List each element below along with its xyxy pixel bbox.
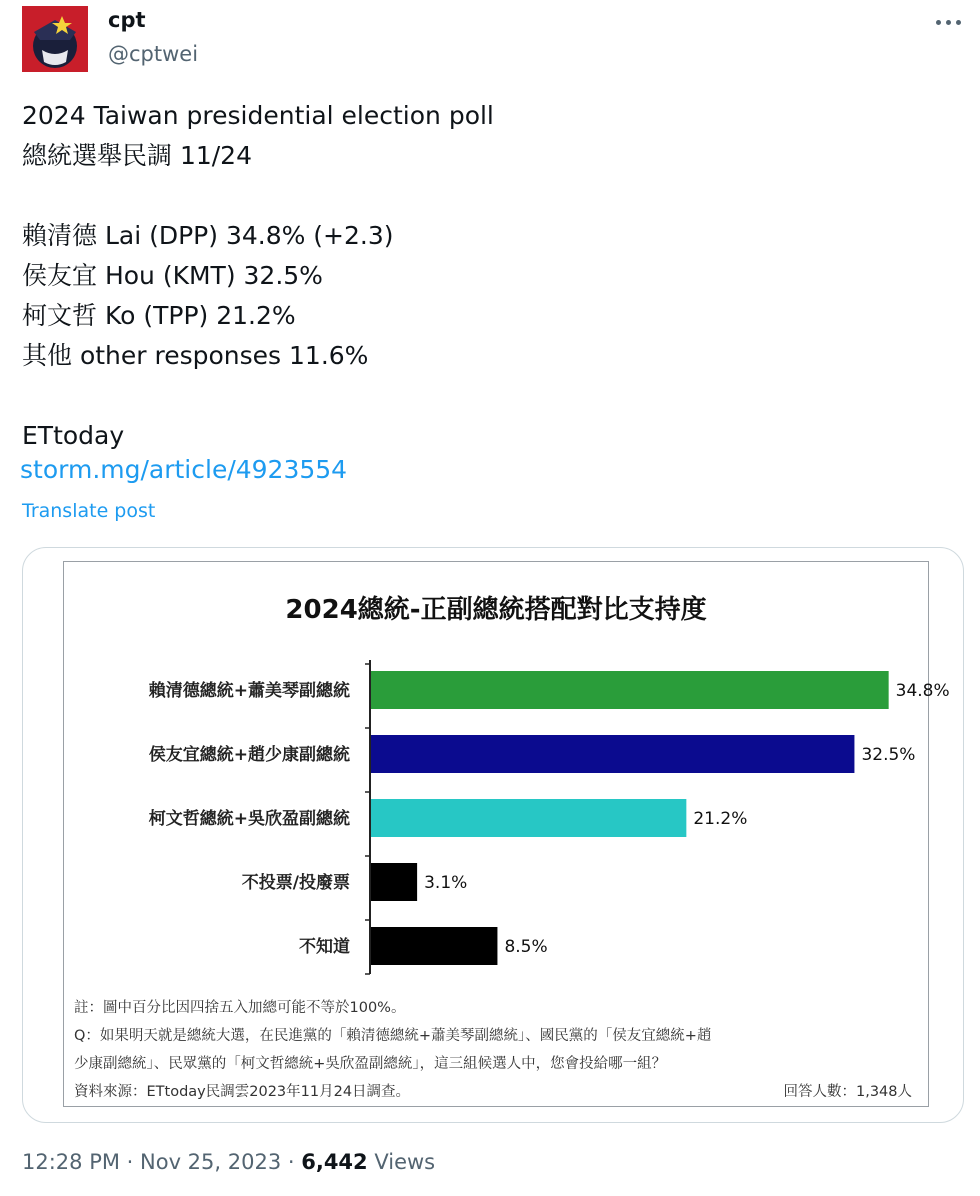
bar	[371, 927, 497, 965]
chart-title: 2024總統-正副總統搭配對比支持度	[285, 595, 707, 625]
avatar[interactable]	[22, 6, 88, 72]
tweet-date[interactable]: Nov 25, 2023	[140, 1150, 282, 1174]
tweet-time[interactable]: 12:28 PM	[22, 1150, 120, 1174]
article-link[interactable]: storm.mg/article/4923554	[20, 455, 348, 484]
bar	[371, 735, 854, 773]
tweet-media-image[interactable]	[22, 547, 964, 1123]
view-count: 6,442	[301, 1150, 368, 1174]
chart-note-source: 資料來源：ETtoday民調雲2023年11月24日調查。	[74, 1084, 411, 1100]
chart-note-question-1: Q：如果明天就是總統大選，在民進黨的「賴清德總統+蕭美琴副總統」、國民黨的「侯友宜總統+趙	[74, 1028, 712, 1044]
bar-value-label: 8.5%	[504, 937, 548, 957]
poll-chart	[63, 561, 950, 1107]
translate-post-button[interactable]: Translate post	[22, 500, 156, 522]
category-label: 侯友宜總統+趙少康副總統	[148, 745, 350, 765]
bar-value-label: 21.2%	[693, 809, 748, 829]
chart-note-question-2: 少康副總統」、民眾黨的「柯文哲總統+吳欣盈副總統」，這三組候選人中，您會投給哪一組？	[74, 1056, 667, 1072]
tweet-meta	[22, 1150, 435, 1174]
bar	[371, 799, 686, 837]
views-label: Views	[367, 1150, 436, 1174]
chart-note-rounding: 註：圖中百分比因四捨五入加總可能不等於100%。	[74, 1000, 406, 1016]
bar-value-label: 34.8%	[895, 681, 950, 701]
category-label: 賴清德總統+蕭美琴副總統	[148, 681, 350, 701]
tweet-text: 2024 Taiwan presidential election poll 總統選舉民調 11/24 賴清德 Lai (DPP) 34.8% (+2.3) 侯友宜 Hou (KMT) 32.5% 柯文哲 Ko (TPP) 21.2% 其他 other responses 11.6% ETtoday	[22, 101, 494, 450]
author-handle[interactable]: @cptwei	[108, 42, 199, 66]
meta-separator: ·	[119, 1150, 141, 1174]
avatar-image	[22, 6, 88, 72]
category-label: 不投票/投廢票	[241, 873, 350, 893]
bar-value-label: 3.1%	[424, 873, 468, 893]
bar-value-label: 32.5%	[861, 745, 916, 765]
author-name[interactable]: cpt	[108, 8, 146, 32]
category-label: 不知道	[299, 937, 350, 957]
bar	[371, 671, 889, 709]
more-options-icon[interactable]	[930, 8, 966, 36]
category-label: 柯文哲總統+吳欣盈副總統	[148, 809, 350, 829]
chart-respondents: 回答人數：1,348人	[783, 1084, 912, 1100]
meta-separator: ·	[281, 1150, 302, 1174]
bar	[371, 863, 417, 901]
